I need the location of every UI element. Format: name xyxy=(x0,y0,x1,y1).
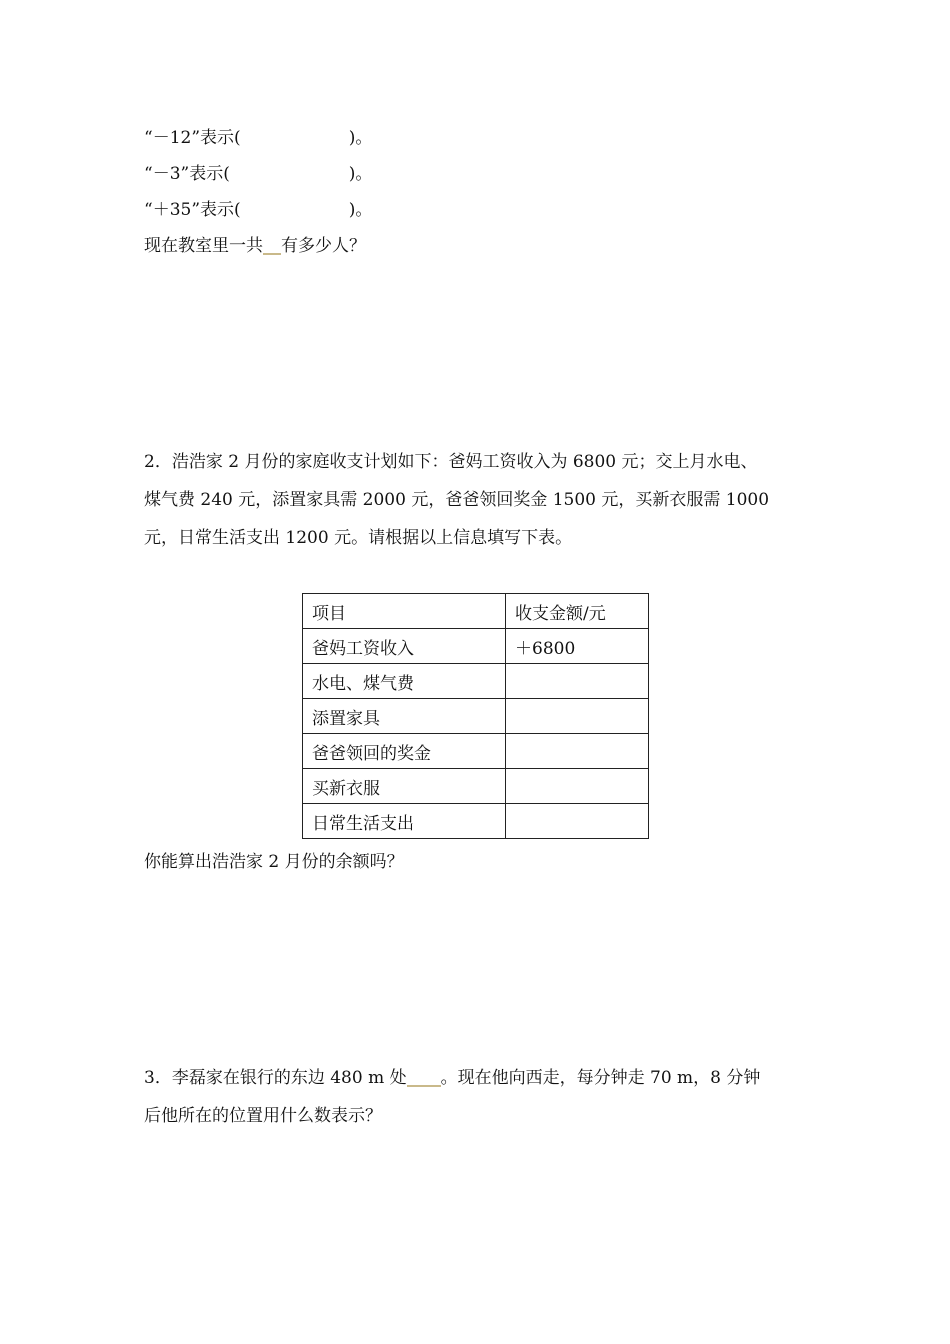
income-expense-table xyxy=(302,593,649,839)
table-row xyxy=(303,629,649,664)
table-header-row xyxy=(303,594,649,629)
table-row xyxy=(303,734,649,769)
q3-line1-part1: 3．李磊家在银行的东边 480 m 处 xyxy=(144,1068,407,1088)
q2-line2: 煤气费 240 元，添置家具需 2000 元，爸爸领回奖金 1500 元，买新衣服需 1000 xyxy=(144,490,770,510)
q1-line-minus12: “－12”表示( )。 xyxy=(144,128,373,148)
row-amount: ＋6800 xyxy=(506,629,649,664)
table-row xyxy=(303,769,649,804)
q3-line2: 后他所在的位置用什么数表示？ xyxy=(144,1106,382,1126)
row-item: 爸爸领回的奖金 xyxy=(303,734,506,769)
row-item: 水电、煤气费 xyxy=(303,664,506,699)
header-amount: 收支金额/元 xyxy=(506,594,649,629)
q3-line1 xyxy=(144,1066,760,1090)
q1-question xyxy=(144,234,366,258)
q2-followup: 你能算出浩浩家 2 月份的余额吗？ xyxy=(144,852,404,872)
q2-line1: 2．浩浩家 2 月份的家庭收支计划如下：爸妈工资收入为 6800 元；交上月水电、 xyxy=(144,452,758,472)
header-item: 项目 xyxy=(303,594,506,629)
q1-line-plus35: “＋35”表示( )。 xyxy=(144,200,373,220)
q3-line1-part2: 。现在他向西走，每分钟走 70 m，8 分钟 xyxy=(440,1068,761,1088)
underline-mark xyxy=(263,253,281,255)
row-item: 买新衣服 xyxy=(303,769,506,804)
q2-line3: 元，日常生活支出 1200 元。请根据以上信息填写下表。 xyxy=(144,528,573,548)
row-amount xyxy=(506,734,649,769)
row-amount xyxy=(506,804,649,839)
table-row xyxy=(303,804,649,839)
q1-line-minus3: “－3”表示( )。 xyxy=(144,164,373,184)
table-row xyxy=(303,664,649,699)
row-amount xyxy=(506,699,649,734)
row-amount xyxy=(506,769,649,804)
row-item: 添置家具 xyxy=(303,699,506,734)
row-item: 日常生活支出 xyxy=(303,804,506,839)
q1-question-part1: 现在教室里一共 xyxy=(144,236,263,256)
table-row xyxy=(303,699,649,734)
underline-mark xyxy=(407,1085,441,1087)
row-amount xyxy=(506,664,649,699)
row-item: 爸妈工资收入 xyxy=(303,629,506,664)
q1-question-part2: 有多少人？ xyxy=(281,236,366,256)
